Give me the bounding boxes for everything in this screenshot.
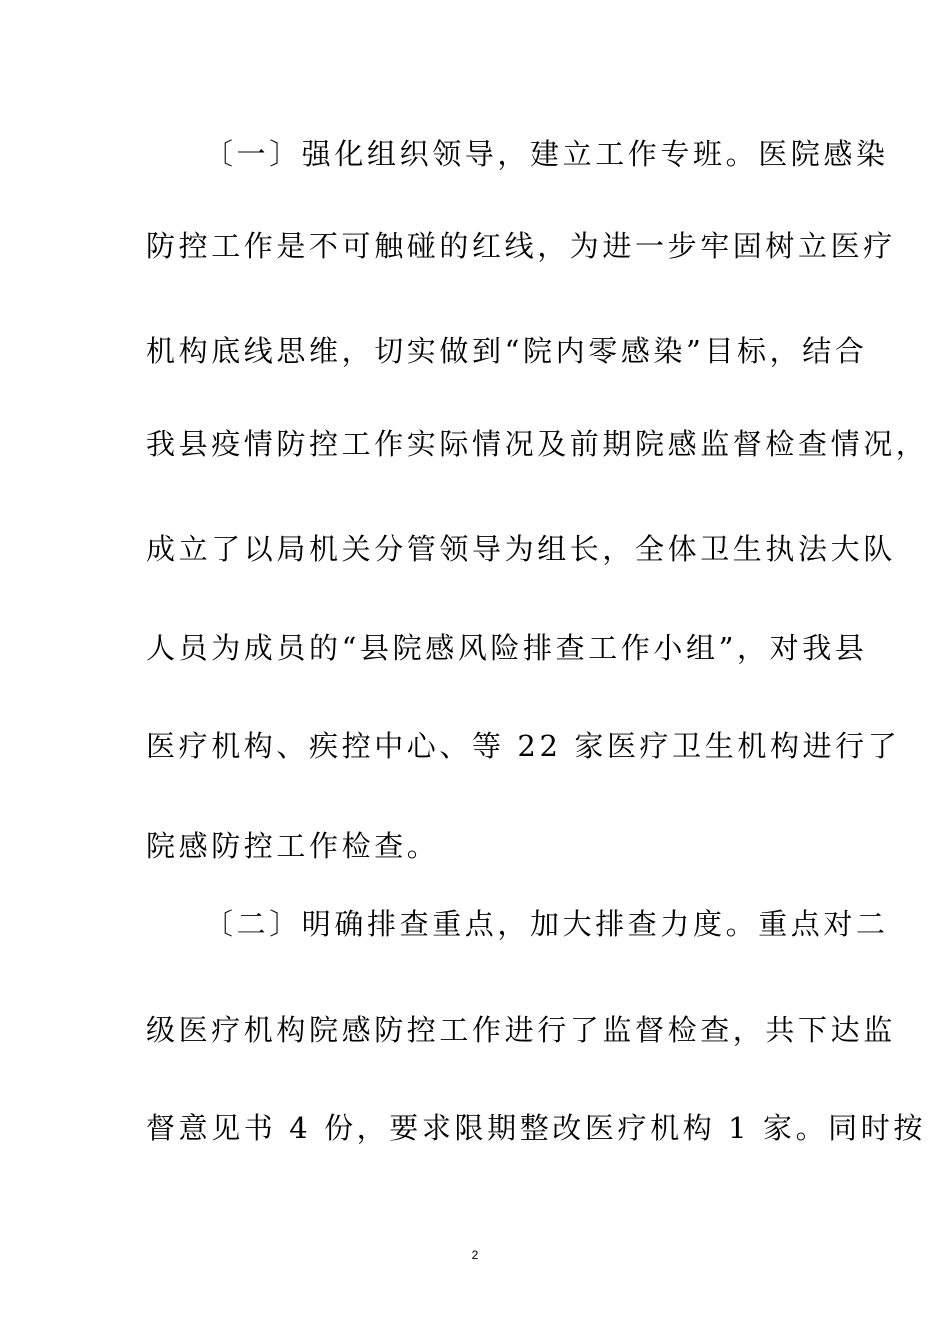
paragraph-1-line-8: 院感防控工作检查。 <box>146 829 440 863</box>
paragraph-1-line-4: 我县疫情防控工作实际情况及前期院感监督检查情况， <box>146 427 929 461</box>
paragraph-1-line-1: 〔一〕强化组织领导，建立工作专班。医院感染 <box>204 137 889 171</box>
paragraph-2-line-3: 督意见书 4 份，要求限期整改医疗机构 1 家。同时按 <box>146 1111 926 1145</box>
paragraph-2-line-1: 〔二〕明确排查重点，加大排查力度。重点对二 <box>204 907 889 941</box>
paragraph-1-line-6: 人员为成员的“县院感风险排查工作小组”，对我县 <box>146 631 868 665</box>
paragraph-1-line-2: 防控工作是不可触碰的红线，为进一步牢固树立医疗 <box>146 229 896 263</box>
page-number: 2 <box>471 1248 479 1262</box>
paragraph-1-line-5: 成立了以局机关分管领导为组长，全体卫生执法大队 <box>146 532 896 566</box>
paragraph-1-line-7: 医疗机构、疾控中心、等 22 家医疗卫生机构进行了 <box>146 729 901 763</box>
paragraph-2-line-2: 级医疗机构院感防控工作进行了监督检查，共下达监 <box>146 1013 896 1047</box>
paragraph-1-line-3: 机构底线思维，切实做到“院内零感染”目标，结合 <box>146 334 868 368</box>
